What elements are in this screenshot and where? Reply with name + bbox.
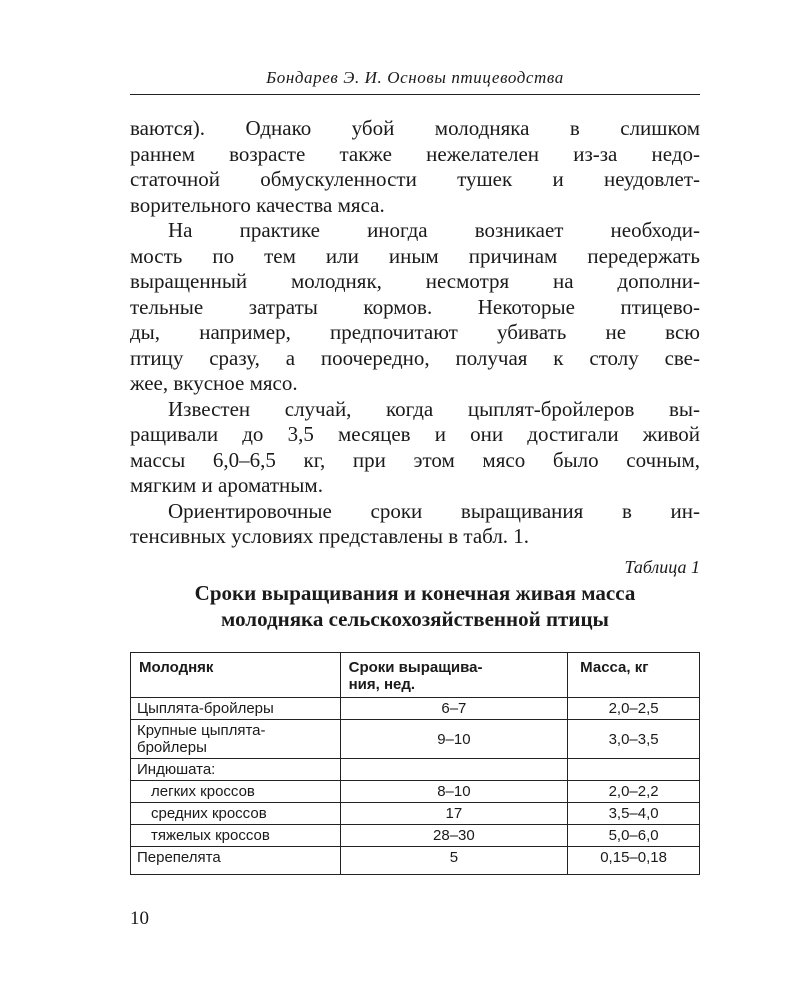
text-line: раннем возрасте также нежелателен из-за недо-	[130, 141, 700, 166]
running-head: Бондарев Э. И. Основы птицеводства	[266, 68, 564, 87]
cell-name: Цыплята-бройлеры	[131, 698, 341, 720]
cell-name: средних кроссов	[131, 803, 341, 825]
body-text	[130, 116, 700, 550]
paragraph	[130, 397, 700, 499]
data-table	[130, 652, 700, 875]
header-young-stock: Молодняк	[131, 653, 341, 698]
cell-mass	[568, 759, 700, 781]
text-line: На практике иногда возникает необходи-	[168, 218, 700, 242]
table-row	[131, 720, 700, 759]
cell-weeks: 9–10	[340, 720, 568, 759]
cell-weeks: 6–7	[340, 698, 568, 720]
paragraph	[130, 499, 700, 550]
cell-weeks: 17	[340, 803, 568, 825]
table-row	[131, 698, 700, 720]
text-line: Известен случай, когда цыплят-бройлеров вы-	[168, 396, 700, 421]
text-line: мость по тем или иным причинам передержать	[130, 243, 700, 268]
cell-mass: 0,15–0,18	[568, 847, 700, 875]
text-line: массы 6,0–6,5 кг, при этом мясо было сочным,	[130, 447, 700, 472]
table-row	[131, 803, 700, 825]
cell-weeks	[340, 759, 568, 781]
table-row	[131, 781, 700, 803]
paragraph	[130, 218, 700, 397]
text-line: выращенный молодняк, несмотря на дополни-	[130, 269, 700, 293]
text-line: ворительного качества мяса.	[130, 192, 385, 217]
table-row	[131, 847, 700, 875]
table-title-line: молодняка сельскохозяйственной птицы	[221, 607, 609, 631]
cell-mass: 2,0–2,2	[568, 781, 700, 803]
text-line: жее, вкусное мясо.	[130, 371, 298, 395]
cell-mass: 3,0–3,5	[568, 720, 700, 759]
text-line: птицу сразу, а поочередно, получая к столу све-	[130, 345, 700, 370]
table-title-line: Сроки выращивания и конечная живая масса	[194, 581, 636, 605]
text-line: тенсивных условиях представлены в табл. 1.	[130, 524, 530, 548]
text-line: мягким и ароматным.	[130, 473, 323, 497]
table-title	[120, 580, 710, 632]
cell-name: Перепелята	[131, 847, 341, 875]
cell-name: легких кроссов	[131, 781, 341, 803]
table-row	[131, 825, 700, 847]
table-header-row	[131, 653, 700, 698]
text-line: ваются). Однако убой молодняка в слишком	[130, 116, 700, 140]
cell-mass: 2,0–2,5	[568, 698, 700, 720]
header-mass: Масса, кг	[568, 653, 700, 698]
text-line: тельные затраты кормов. Некоторые птицево-	[130, 294, 700, 319]
cell-weeks: 5	[340, 847, 568, 875]
cell-mass: 5,0–6,0	[568, 825, 700, 847]
cell-weeks: 28–30	[340, 825, 568, 847]
page-number: 10	[130, 908, 149, 929]
header-rule	[130, 94, 700, 95]
cell-name: Индюшата:	[131, 759, 341, 781]
table-label: Таблица 1	[624, 557, 700, 577]
table-row	[131, 759, 700, 781]
cell-mass: 3,5–4,0	[568, 803, 700, 825]
cell-weeks: 8–10	[340, 781, 568, 803]
header-weeks: Сроки выращива- ния, нед.	[340, 653, 568, 698]
cell-name: тяжелых кроссов	[131, 825, 341, 847]
cell-name: Крупные цыплята- бройлеры	[131, 720, 341, 759]
text-line: Ориентировочные сроки выращивания в ин-	[168, 498, 700, 523]
text-line: ды, например, предпочитают убивать не всю	[130, 320, 700, 344]
text-line: статочной обмускуленности тушек и неудовлет-	[130, 167, 700, 191]
text-line: ращивали до 3,5 месяцев и они достигали живой	[130, 422, 700, 446]
paragraph	[130, 116, 700, 218]
